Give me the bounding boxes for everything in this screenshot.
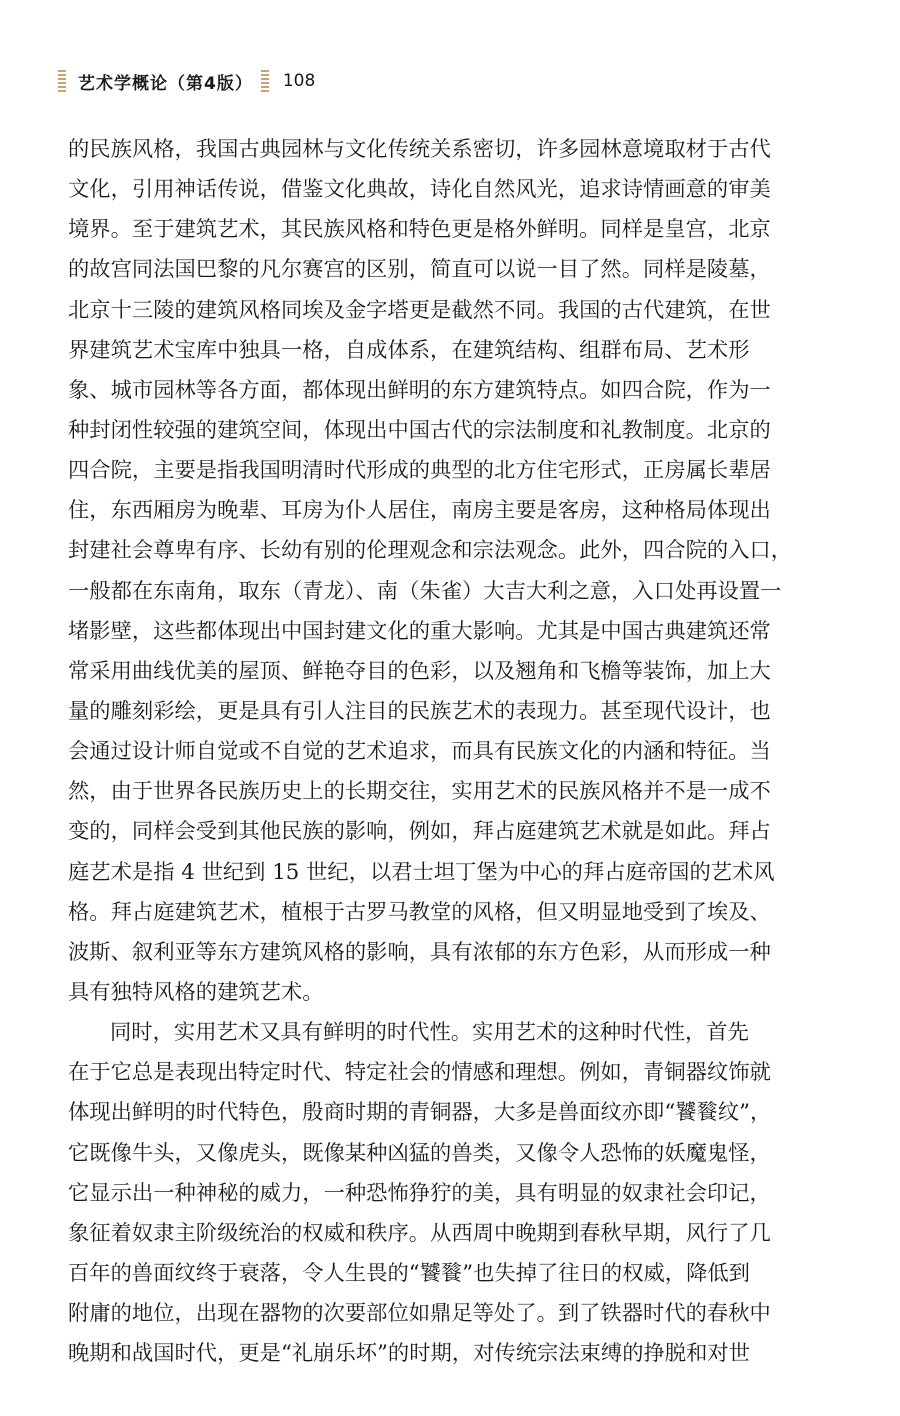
text-line: 北京十三陵的建筑风格同埃及金字塔更是截然不同。我国的古代建筑，在世 <box>68 297 771 323</box>
text-line: 庭艺术是指 4 世纪到 15 世纪，以君士坦丁堡为中心的拜占庭帝国的艺术风 <box>68 859 775 885</box>
text-line: 境界。至于建筑艺术，其民族风格和特色更是格外鲜明。同样是皇宫，北京 <box>68 217 771 243</box>
text-line: 四合院，主要是指我国明清时代形成的典型的北方住宅形式，正房属长辈居 <box>68 458 771 484</box>
text-line: 晚期和战国时代，更是“礼崩乐坏”的时期，对传统宗法束缚的挣脱和对世 <box>68 1341 750 1367</box>
text-line: 格。拜占庭建筑艺术，植根于古罗马教堂的风格，但又明显地受到了埃及、 <box>68 899 771 925</box>
text-line: 一般都在东南角，取东（青龙）、南（朱雀）大吉大利之意，入口处再设置一 <box>68 578 782 604</box>
header-ornament-right <box>261 70 269 92</box>
text-line: 在于它总是表现出特定时代、特定社会的情感和理想。例如，青铜器纹饰就 <box>68 1060 771 1086</box>
text-line: 百年的兽面纹终于衰落，令人生畏的“饕餮”也失掉了往日的权威，降低到 <box>68 1260 750 1286</box>
text-line: 封建社会尊卑有序、长幼有别的伦理观念和宗法观念。此外，四合院的入口， <box>68 538 793 564</box>
text-line: 量的雕刻彩绘，更是具有引人注目的民族艺术的表现力。甚至现代设计，也 <box>68 698 771 724</box>
text-line: 象、城市园林等各方面，都体现出鲜明的东方建筑特点。如四合院，作为一 <box>68 377 771 403</box>
text-line: 的故宫同法国巴黎的凡尔赛宫的区别，简直可以说一目了然。同样是陵墓， <box>68 257 771 283</box>
text-line: 常采用曲线优美的屋顶、鲜艳夺目的色彩，以及翘角和飞檐等装饰，加上大 <box>68 658 771 684</box>
page-body <box>68 130 803 1374</box>
running-header <box>58 66 315 96</box>
book-title: 艺术学概论（第4版） <box>78 73 253 94</box>
text-line: 具有独特风格的建筑艺术。 <box>68 979 324 1005</box>
text-line: 文化，引用神话传说，借鉴文化典故，诗化自然风光，追求诗情画意的审美 <box>68 177 771 203</box>
text-line: 象征着奴隶主阶级统治的权威和秩序。从西周中晚期到春秋早期，风行了几 <box>68 1220 771 1246</box>
text-line: 波斯、叙利亚等东方建筑风格的影响，具有浓郁的东方色彩，从而形成一种 <box>68 939 771 965</box>
text-line: 住，东西厢房为晚辈、耳房为仆人居住，南房主要是客房，这种格局体现出 <box>68 498 771 524</box>
header-ornament-left <box>58 70 66 92</box>
page-number: 108 <box>282 71 316 91</box>
text-line: 界建筑艺术宝库中独具一格，自成体系，在建筑结构、组群布局、艺术形 <box>68 337 750 363</box>
text-line: 附庸的地位，出现在器物的次要部位如鼎足等处了。到了铁器时代的春秋中 <box>68 1301 771 1327</box>
paragraph-start-line: 同时，实用艺术又具有鲜明的时代性。实用艺术的这种时代性，首先 <box>110 1020 749 1046</box>
text-line: 它既像牛头，又像虎头，既像某种凶猛的兽类，又像令人恐怖的妖魔鬼怪， <box>68 1140 771 1166</box>
text-line: 它显示出一种神秘的威力，一种恐怖狰狞的美，具有明显的奴隶社会印记， <box>68 1180 771 1206</box>
text-line: 的民族风格，我国古典园林与文化传统关系密切，许多园林意境取材于古代 <box>68 137 771 162</box>
text-line: 种封闭性较强的建筑空间，体现出中国古代的宗法制度和礼教制度。北京的 <box>68 417 771 443</box>
text-line: 然，由于世界各民族历史上的长期交往，实用艺术的民族风格并不是一成不 <box>68 779 771 805</box>
text-line: 体现出鲜明的时代特色，殷商时期的青铜器，大多是兽面纹亦即“饕餮纹”， <box>68 1100 772 1126</box>
text-line: 变的，同样会受到其他民族的影响，例如，拜占庭建筑艺术就是如此。拜占 <box>68 819 771 845</box>
text-line: 堵影壁，这些都体现出中国封建文化的重大影响。尤其是中国古典建筑还常 <box>68 618 771 644</box>
text-line: 会通过设计师自觉或不自觉的艺术追求，而具有民族文化的内涵和特征。当 <box>68 739 771 765</box>
